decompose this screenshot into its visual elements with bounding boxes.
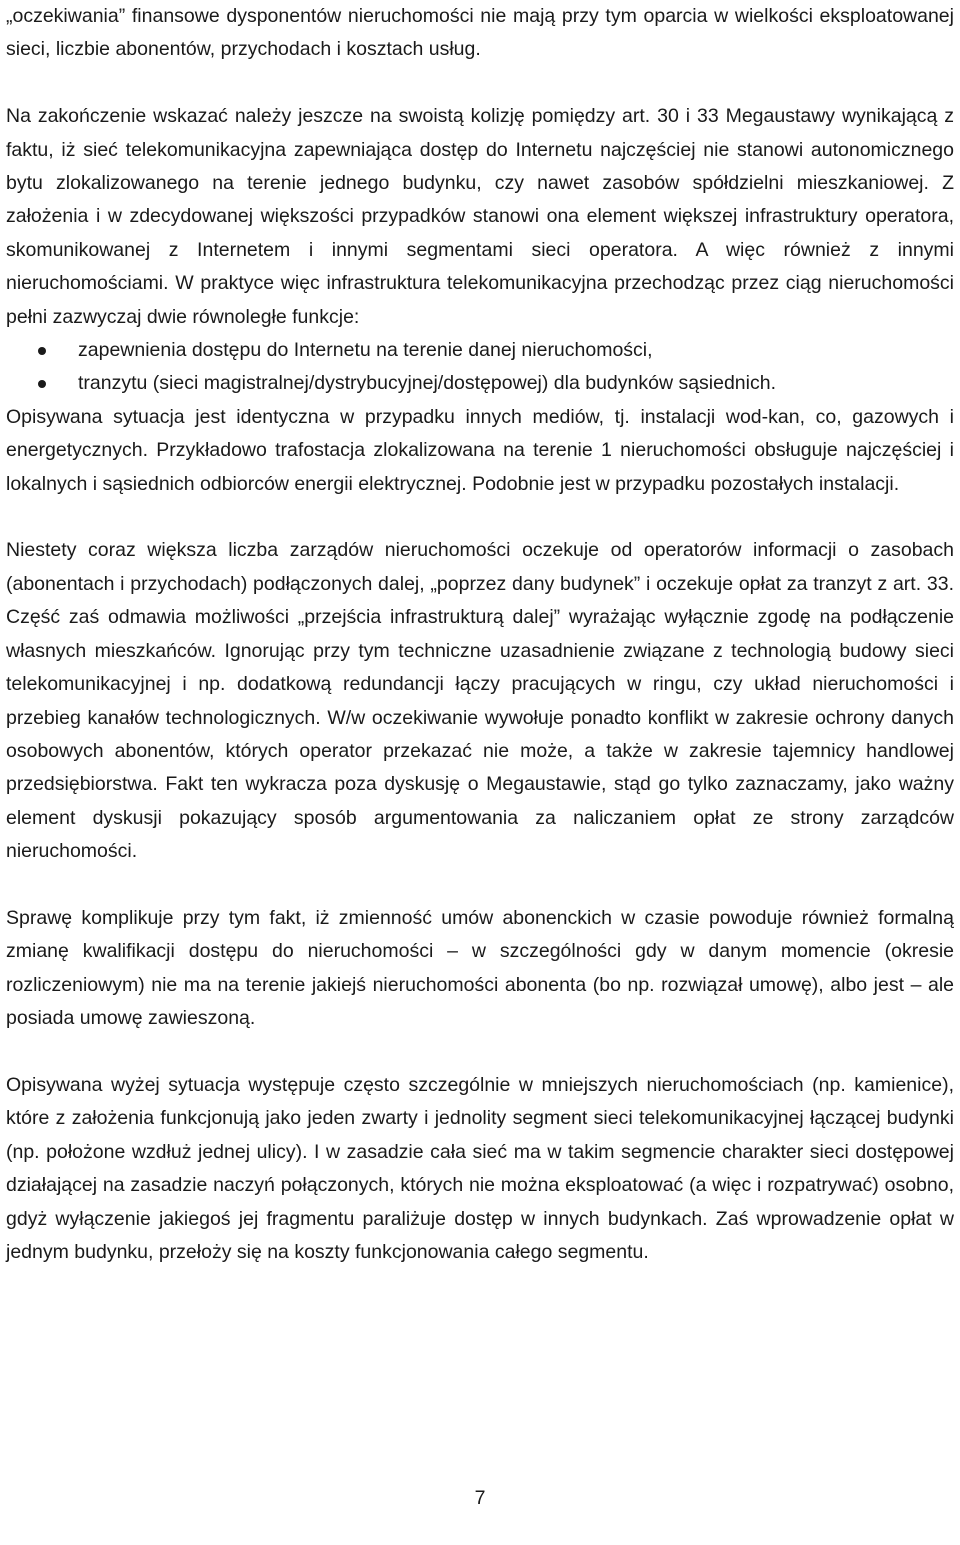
paragraph-contract-variability: Sprawę komplikuje przy tym fakt, iż zmienność umów abonenckich w czasie powoduje również formalną zmianę kwalifikacji dostępu do nieruchomości – w szczególności gdy w danym momencie (okresie rozliczeniowym) nie ma na terenie jakiejś nieruchomości abonenta (bo np. rozwiązał umowę), albo jest – ale posiada umowę zawieszoną. — [6, 906, 954, 1030]
list-item — [6, 367, 954, 400]
list-item-text: tranzytu (sieci magistralnej/dystrybucyjnej/dostępowej) dla budynków sąsiednich. — [78, 372, 777, 395]
paragraph-financial-expectations: „oczekiwania” finansowe dysponentów nieruchomości nie mają przy tym oparcia w wielkości eksploatowanej sieci, liczbie abonentów, przychodach i kosztach usług. — [6, 5, 954, 61]
paragraph-collision-art-30-33: Na zakończenie wskazać należy jeszcze na swoistą kolizję pomiędzy art. 30 i 33 Megaustawy wynikającą z faktu, iż sieć telekomunikacyjna zapewniająca dostęp do Internetu najczęściej nie stanowi autonomicznego bytu zlokalizowanego na terenie jednego budynku, czy nawet zasobów spółdzielni mieszkaniowej. Z założenia i w zdecydowanej większości przypadków stanowi ona element większej infrastruktury operatora, skomunikowanej z Internetem i innymi segmentami sieci operatora. A więc również z innymi nieruchomościami. W praktyce więc infrastruktura telekomunikacyjna przechodząc przez ciąg nieruchomości pełni zazwyczaj dwie równoległe funkcje: — [6, 105, 954, 328]
document-page — [6, 0, 954, 1269]
bullet-icon — [38, 380, 46, 388]
page-number: 7 — [474, 1487, 486, 1509]
paragraph-gap — [6, 67, 954, 100]
bullet-list-functions — [6, 334, 954, 401]
paragraph-gap — [6, 869, 954, 902]
paragraph-gap — [6, 501, 954, 534]
paragraph-small-properties: Opisywana wyżej sytuacja występuje często szczególnie w mniejszych nieruchomościach (np. kamienice), które z założenia funkcjonują jako jeden zwarty i jednolity segment sieci telekomunikacyjnej łączącej budynki (np. położone wzdłuż jednej ulicy). I w zasadzie cała sieć ma w takim segmencie charakter sieci dostępowej działającej na zasadzie naczyń połączonych, których nie można eksploatować (a więc i rozpatrywać) osobno, gdyż wyłączenie jakiegoś jej fragmentu paraliżuje dostęp w innych budynkach. Zaś wprowadzenie opłat w jednym budynku, przełoży się na koszty funkcjonowania całego segmentu. — [6, 1073, 954, 1263]
paragraph-gap — [6, 1036, 954, 1069]
bullet-icon — [38, 347, 46, 355]
list-item — [6, 334, 954, 367]
list-item-text: zapewnienia dostępu do Internetu na terenie danej nieruchomości, — [78, 339, 653, 362]
paragraph-management-expectations: Niestety coraz większa liczba zarządów nieruchomości oczekuje od operatorów informacji o zasobach (abonentach i przychodach) podłączonych dalej, „poprzez dany budynek” i oczekuje opłat za tranzyt z art. 33. Część zaś odmawia możliwości „przejścia infrastrukturą dalej” wyrażając wyłącznie zgodę na podłączenie własnych mieszkańców. Ignorując przy tym techniczne uzasadnienie związane z technologią budowy sieci telekomunikacyjnej i np. dodatkową redundancji łączy pracujących w ringu, czy układ nieruchomości i przebieg kanałów technologicznych. W/w oczekiwanie wywołuje ponadto konflikt w zakresie ochrony danych osobowych abonentów, których operator przekazać nie może, a także w zakresie tajemnicy handlowej przedsiębiorstwa. Fakt ten wykracza poza dyskusję o Megaustawie, stąd go tylko zaznaczamy, jako ważny element dyskusji pokazujący sposób argumentowania za naliczaniem opłat ze strony zarządców nieruchomości. — [6, 539, 954, 863]
paragraph-other-media: Opisywana sytuacja jest identyczna w przypadku innych mediów, tj. instalacji wod-kan, co, gazowych i energetycznych. Przykładowo trafostacja zlokalizowana na terenie 1 nieruchomości obsługuje najczęściej i lokalnych i sąsiednich odbiorców energii elektrycznej. Podobnie jest w przypadku pozostałych instalacji. — [6, 405, 954, 495]
